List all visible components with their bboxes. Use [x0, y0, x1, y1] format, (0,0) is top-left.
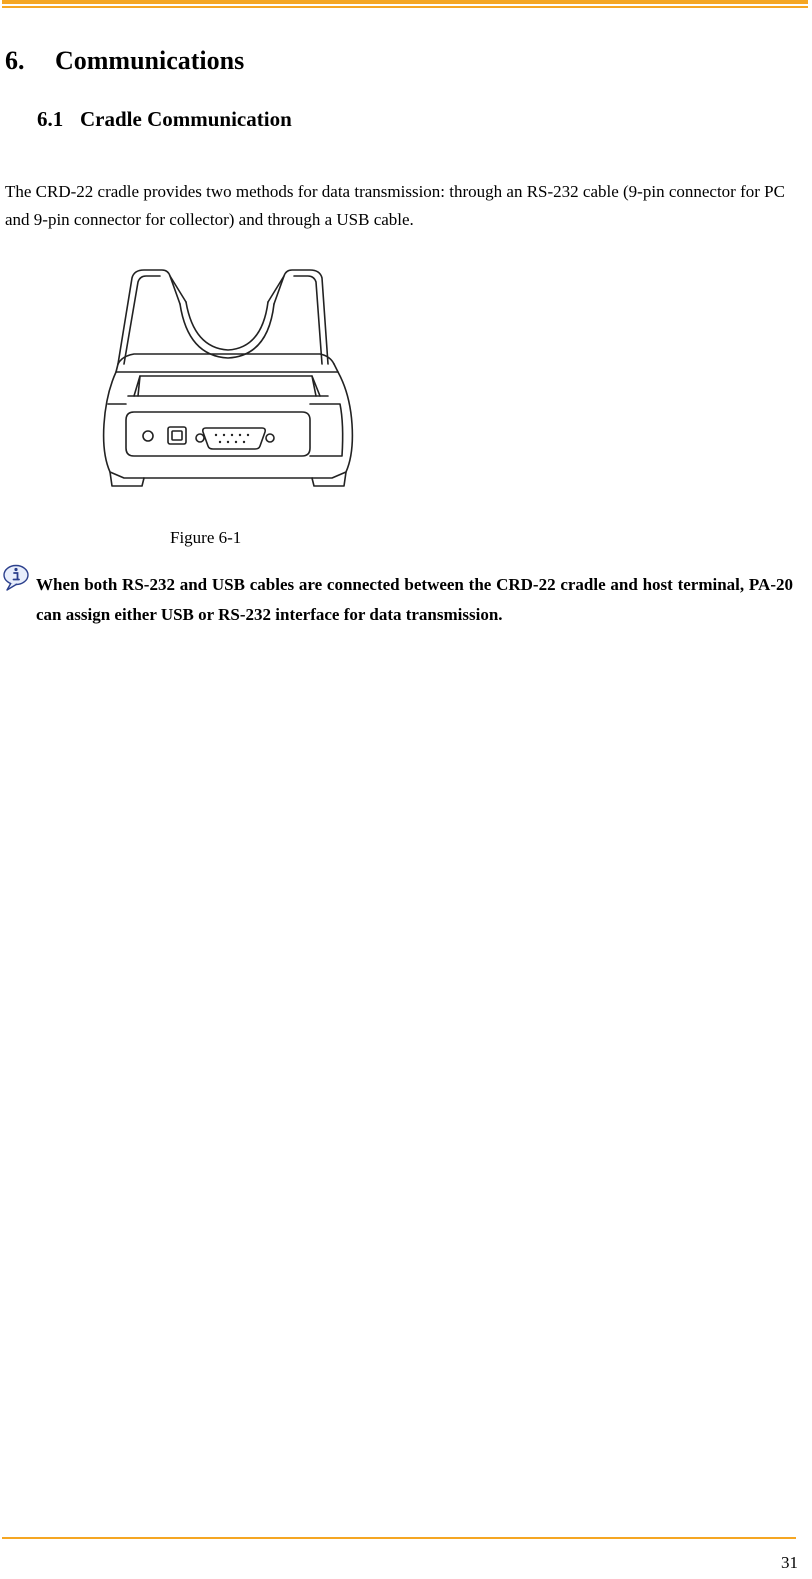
chapter-heading — [5, 46, 244, 76]
header-rule — [2, 0, 808, 4]
cradle-drawing — [98, 264, 360, 492]
footer-rule — [2, 1537, 796, 1539]
section-heading — [37, 106, 292, 132]
info-icon — [2, 564, 34, 592]
note-text: When both RS-232 and USB cables are connected between the CRD-22 cradle and host terminal, PA-20 can assign either USB or RS-232 interface for data transmission. — [36, 575, 793, 624]
section-number: 6.1 — [37, 107, 64, 131]
section-title: Cradle Communication — [80, 107, 292, 131]
body-paragraph: The CRD-22 cradle provides two methods for data transmission: through an RS-232 cable (9-pin connector for PC and 9-pin connector for collector) and through a USB cable. — [5, 182, 785, 229]
page-number: 31 — [781, 1553, 798, 1572]
cradle-figure — [98, 264, 360, 492]
chapter-title: Communications — [55, 46, 245, 75]
chapter-number: 6. — [5, 46, 25, 75]
header-rule-thin — [2, 6, 808, 8]
figure-caption: Figure 6-1 — [170, 528, 242, 547]
